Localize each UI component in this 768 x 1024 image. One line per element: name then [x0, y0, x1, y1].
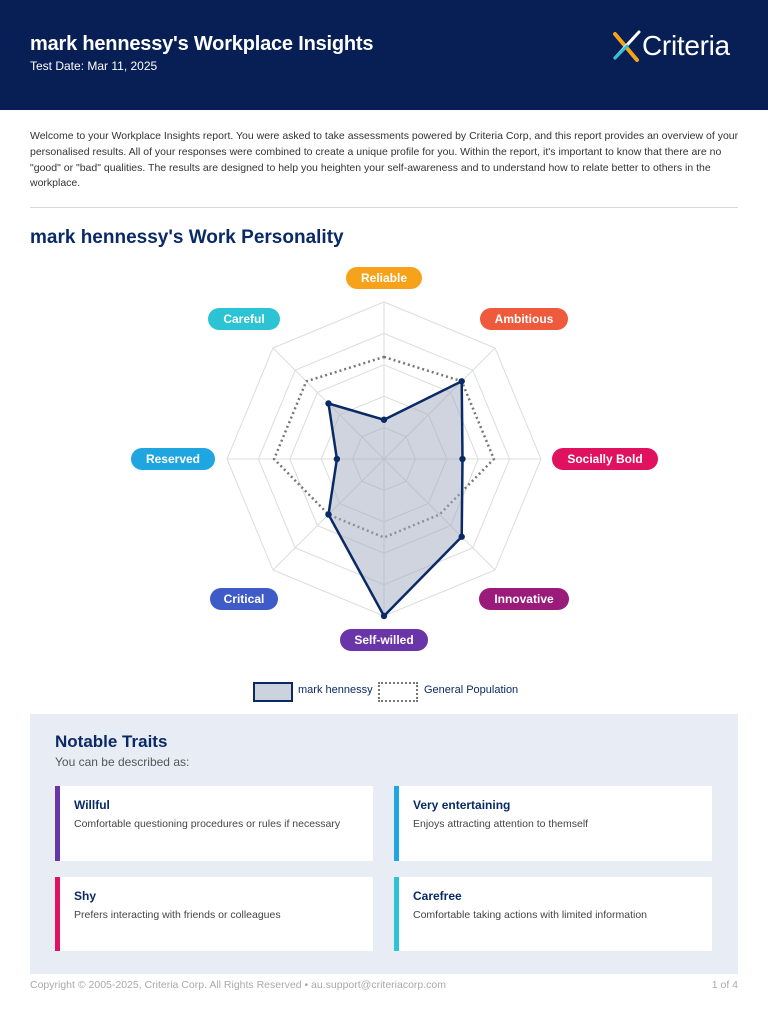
- traits-title: Notable Traits: [55, 732, 168, 751]
- legend-label-population: General Population: [424, 684, 519, 696]
- user-series-point: [459, 378, 465, 384]
- user-series-area: [328, 381, 462, 616]
- report-title: mark hennessy's Workplace Insights: [30, 33, 374, 55]
- radar-category-self-willed: Self-willed: [340, 629, 428, 651]
- trait-color-bar: [394, 786, 399, 861]
- user-series-point: [381, 417, 387, 423]
- radar-category-careful: Careful: [208, 308, 280, 330]
- page-number: 1 of 4: [711, 979, 738, 991]
- radar-category-reserved: Reserved: [131, 448, 215, 470]
- radar-category-ambitious: Ambitious: [480, 308, 568, 330]
- user-series-point: [334, 456, 340, 462]
- trait-title: Very entertaining: [413, 798, 511, 812]
- user-series-point: [325, 400, 331, 406]
- trait-color-bar: [394, 877, 399, 951]
- trait-card: [394, 877, 712, 951]
- criteria-logo-icon: [611, 28, 643, 64]
- intro-paragraph: Welcome to your Workplace Insights report. You were asked to take assessments powered by Criteria Corp, and this report provides an overview of your personalised results. All of your responses were combined to create a unique profile for you. Within the report, it's important to know that there are no "good" or "bad" qualities. The results are designed to help you heighten your self-awareness and to understand how to relate better to others in the workplace.: [30, 130, 739, 190]
- trait-card: [394, 786, 712, 861]
- notable-traits-panel: [30, 714, 738, 974]
- trait-description: Prefers interacting with friends or colleagues: [74, 909, 281, 921]
- trait-description: Comfortable questioning procedures or rules if necessary: [74, 818, 341, 830]
- user-series-point: [459, 534, 465, 540]
- criteria-logo: [611, 28, 746, 68]
- divider: [30, 207, 738, 208]
- traits-subtitle: You can be described as:: [55, 755, 190, 769]
- trait-title: Willful: [74, 798, 110, 812]
- test-date: Test Date: Mar 11, 2025: [30, 59, 158, 73]
- trait-card: [55, 786, 373, 861]
- user-series-point: [325, 511, 331, 517]
- radar-category-reliable: Reliable: [346, 267, 422, 289]
- trait-description: Comfortable taking actions with limited information: [413, 909, 648, 921]
- trait-title: Shy: [74, 889, 97, 903]
- trait-title: Carefree: [413, 889, 462, 903]
- trait-color-bar: [55, 877, 60, 951]
- radar-category-innovative: Innovative: [479, 588, 569, 610]
- user-series-point: [381, 613, 387, 619]
- trait-card: [55, 877, 373, 951]
- trait-color-bar: [55, 786, 60, 861]
- footer-copyright: Copyright © 2005-2025, Criteria Corp. All Rights Reserved • au.support@criteriacorp.com: [30, 979, 447, 991]
- legend-swatch-population: [378, 682, 418, 702]
- radar-chart: [0, 258, 768, 670]
- trait-description: Enjoys attracting attention to themself: [413, 818, 589, 830]
- legend-swatch-user: [253, 682, 293, 702]
- report-header: [0, 0, 768, 110]
- radar-category-socially-bold: Socially Bold: [552, 448, 658, 470]
- user-series-point: [459, 456, 465, 462]
- section-title: mark hennessy's Work Personality: [30, 227, 344, 248]
- legend-label-user: mark hennessy: [298, 684, 373, 696]
- criteria-logo-text: Criteria: [642, 30, 730, 61]
- radar-category-critical: Critical: [210, 588, 278, 610]
